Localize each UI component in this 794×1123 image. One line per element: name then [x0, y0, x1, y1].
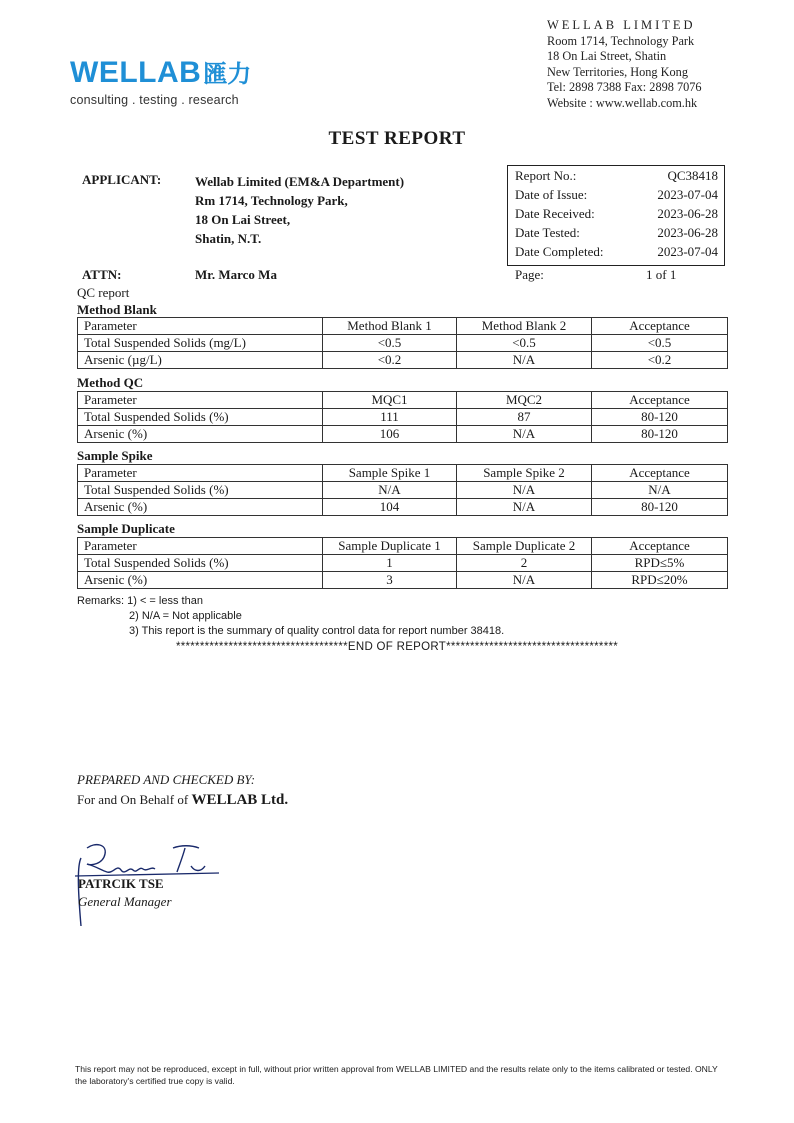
parameter-cell: Arsenic (µg/L) — [78, 352, 323, 369]
report-info-value: 2023-07-04 — [657, 187, 718, 202]
acceptance-cell: 80-120 — [592, 409, 728, 426]
header-cell: Parameter — [78, 465, 323, 482]
on-behalf-company: WELLAB Ltd. — [191, 792, 289, 808]
signatory-title: General Manager — [78, 894, 172, 909]
table-sample-spike — [77, 464, 728, 516]
parameter-cell: Total Suspended Solids (%) — [78, 482, 323, 499]
report-info-row — [508, 206, 724, 225]
attn-value: Mr. Marco Ma — [195, 267, 277, 282]
remark-line: 2) N/A = Not applicable — [129, 610, 242, 622]
header-cell: Sample Duplicate 2 — [457, 538, 592, 555]
value-cell: <0.5 — [323, 335, 457, 352]
on-behalf-line — [77, 792, 288, 809]
header-cell: MQC2 — [457, 392, 592, 409]
acceptance-cell: RPD≤20% — [592, 572, 728, 589]
report-info-label: Date Completed: — [515, 244, 604, 259]
page-label: Page: — [515, 267, 544, 282]
prepared-by-label: PREPARED AND CHECKED BY: — [77, 772, 256, 787]
company-address-block — [547, 18, 702, 111]
report-info-row — [508, 168, 724, 187]
remark-line: 3) This report is the summary of quality control data for report number 38418. — [129, 625, 505, 637]
acceptance-cell: N/A — [592, 482, 728, 499]
report-info-box — [507, 165, 725, 266]
table-header-row — [78, 392, 728, 409]
section-heading-sample-spike: Sample Spike — [77, 448, 153, 463]
value-cell: N/A — [457, 352, 592, 369]
parameter-cell: Total Suspended Solids (mg/L) — [78, 335, 323, 352]
acceptance-cell: RPD≤5% — [592, 555, 728, 572]
report-info-label: Date Tested: — [515, 225, 580, 240]
header-cell: Acceptance — [592, 465, 728, 482]
report-info-label: Date of Issue: — [515, 187, 588, 202]
end-of-report-line: ************************************END OF REPORT************************************ — [175, 641, 619, 653]
value-cell: <0.2 — [323, 352, 457, 369]
company-name: WELLAB LIMITED — [547, 18, 696, 32]
value-cell: N/A — [457, 426, 592, 443]
value-cell: 1 — [323, 555, 457, 572]
on-behalf-prefix: For and On Behalf of — [77, 792, 189, 807]
value-cell: 111 — [323, 409, 457, 426]
acceptance-cell: <0.2 — [592, 352, 728, 369]
table-method-blank — [77, 317, 728, 369]
applicant-line: 18 On Lai Street, — [195, 212, 291, 227]
value-cell: 106 — [323, 426, 457, 443]
signatory-name: PATRCIK TSE — [78, 876, 164, 891]
parameter-cell: Total Suspended Solids (%) — [78, 555, 323, 572]
header-cell: Method Blank 2 — [457, 318, 592, 335]
report-info-row — [508, 244, 724, 263]
applicant-line: Rm 1714, Technology Park, — [195, 193, 348, 208]
report-info-value: QC38418 — [667, 168, 718, 183]
applicant-address — [195, 172, 404, 248]
report-info-label: Report No.: — [515, 168, 577, 183]
parameter-cell: Total Suspended Solids (%) — [78, 409, 323, 426]
table-row — [78, 499, 728, 516]
header-cell: Acceptance — [592, 538, 728, 555]
value-cell: <0.5 — [457, 335, 592, 352]
table-sample-duplicate — [77, 537, 728, 589]
address-phone-line: Tel: 2898 7388 Fax: 2898 7076 — [547, 80, 702, 94]
acceptance-cell: <0.5 — [592, 335, 728, 352]
parameter-cell: Arsenic (%) — [78, 426, 323, 443]
table-row — [78, 409, 728, 426]
value-cell: N/A — [457, 482, 592, 499]
table-method-qc — [77, 391, 728, 443]
applicant-label: APPLICANT: — [82, 172, 162, 187]
document-title: TEST REPORT — [328, 128, 466, 149]
header-cell: Sample Duplicate 1 — [323, 538, 457, 555]
header-cell: Sample Spike 2 — [457, 465, 592, 482]
table-row — [78, 426, 728, 443]
report-info-label: Date Received: — [515, 206, 595, 221]
header-cell: MQC1 — [323, 392, 457, 409]
logo-tagline: consulting . testing . research — [70, 93, 239, 107]
section-heading-sample-duplicate: Sample Duplicate — [77, 521, 175, 536]
value-cell: N/A — [323, 482, 457, 499]
header-cell: Acceptance — [592, 392, 728, 409]
value-cell: 87 — [457, 409, 592, 426]
header-cell: Parameter — [78, 318, 323, 335]
table-header-row — [78, 318, 728, 335]
section-heading-method-blank: Method Blank — [77, 302, 157, 317]
acceptance-cell: 80-120 — [592, 499, 728, 516]
report-info-row — [508, 187, 724, 206]
acceptance-cell: 80-120 — [592, 426, 728, 443]
report-info-row — [508, 225, 724, 244]
company-logo — [70, 54, 251, 107]
value-cell: 2 — [457, 555, 592, 572]
report-info-value: 2023-06-28 — [657, 225, 718, 240]
remark-line: Remarks: 1) < = less than — [77, 595, 203, 607]
qc-report-title: QC report — [77, 285, 130, 300]
report-info-value: 2023-06-28 — [657, 206, 718, 221]
header-cell: Method Blank 1 — [323, 318, 457, 335]
table-row — [78, 335, 728, 352]
address-line: New Territories, Hong Kong — [547, 64, 688, 79]
table-header-row — [78, 465, 728, 482]
parameter-cell: Arsenic (%) — [78, 499, 323, 516]
header-cell: Parameter — [78, 538, 323, 555]
value-cell: 3 — [323, 572, 457, 589]
table-row — [78, 482, 728, 499]
logo-wordmark: WELLAB — [70, 56, 202, 89]
header-cell: Sample Spike 1 — [323, 465, 457, 482]
page-value: 1 of 1 — [646, 267, 677, 282]
address-website-line: Website : www.wellab.com.hk — [547, 95, 698, 110]
value-cell: N/A — [457, 572, 592, 589]
parameter-cell: Arsenic (%) — [78, 572, 323, 589]
table-header-row — [78, 538, 728, 555]
address-line: 18 On Lai Street, Shatin — [547, 49, 667, 63]
section-heading-method-qc: Method QC — [77, 375, 144, 390]
attn-label: ATTN: — [82, 267, 122, 282]
footer-disclaimer: This report may not be reproduced, except in full, without prior written approval from WELLAB LIMITED and the results relate only to the items calibrated or tested. ONLY the laboratory's certified true copy is valid. — [75, 1064, 718, 1086]
table-row — [78, 572, 728, 589]
remarks — [77, 594, 504, 639]
value-cell: N/A — [457, 499, 592, 516]
logo-chinese-name: 匯力 — [203, 60, 252, 88]
applicant-line: Shatin, N.T. — [195, 231, 262, 246]
table-row — [78, 352, 728, 369]
applicant-line: Wellab Limited (EM&A Department) — [195, 174, 405, 189]
header-cell: Acceptance — [592, 318, 728, 335]
address-line: Room 1714, Technology Park — [547, 33, 695, 48]
table-row — [78, 555, 728, 572]
value-cell: 104 — [323, 499, 457, 516]
header-cell: Parameter — [78, 392, 323, 409]
report-info-value: 2023-07-04 — [657, 244, 718, 259]
